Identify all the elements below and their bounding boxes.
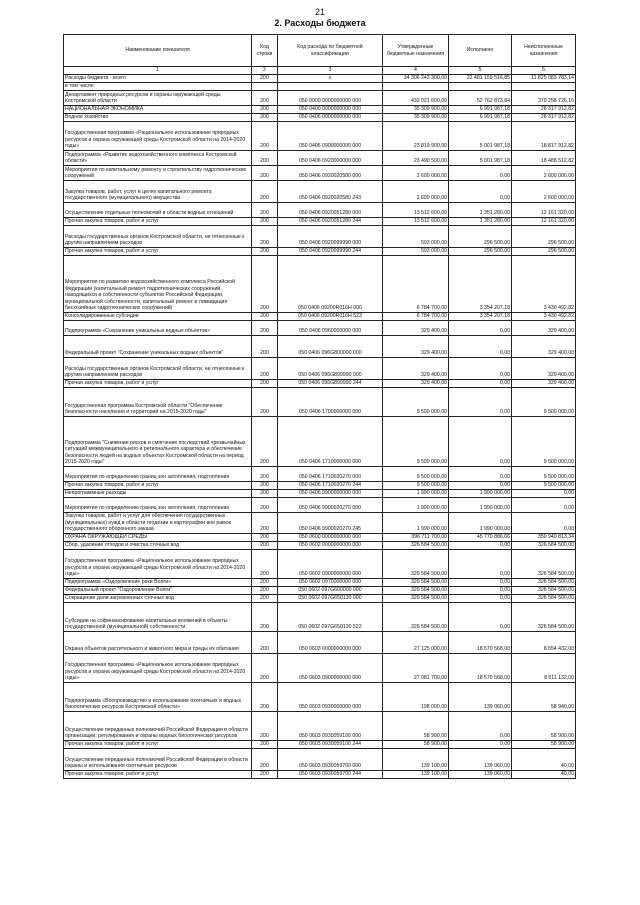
row-approved: 198 000,00	[383, 682, 449, 711]
row-executed: 22 481 159 516,85	[449, 75, 512, 83]
row-line-code: 200	[252, 602, 278, 631]
row-unexecuted: 3 430 492,82	[512, 256, 576, 313]
row-unexecuted: 326 584 500,00	[512, 541, 576, 549]
row-approved: 329 400,00	[383, 358, 449, 380]
table-row	[64, 549, 576, 578]
budget-expenses-table	[63, 34, 576, 779]
row-line-code	[252, 83, 278, 91]
row-name: Государственная программа «Рациональное использование природных ресурсов и охрана окружающей среды Костромской области на 2014-2020 годы»	[64, 549, 252, 578]
table-row	[64, 248, 576, 256]
row-approved: 9 500 000,00	[383, 417, 449, 467]
row-line-code: 200	[252, 594, 278, 602]
row-unexecuted: 12 161 320,00	[512, 218, 576, 226]
table-row	[64, 83, 576, 91]
row-executed: 0,00	[449, 181, 512, 203]
row-unexecuted: 326 584 500,00	[512, 586, 576, 594]
row-budget-code: 050 0602 0000000000 000	[278, 541, 383, 549]
row-line-code: 200	[252, 321, 278, 336]
row-budget-code: 050 0406 0900000000 000	[278, 122, 383, 151]
row-unexecuted: 296 500,00	[512, 248, 576, 256]
row-executed: 0,00	[449, 602, 512, 631]
row-name: Водное хозяйство	[64, 114, 252, 122]
row-line-code: 200	[252, 203, 278, 218]
row-line-code: 200	[252, 151, 278, 166]
row-name: Подпрограмма "Снижение рисков и смягчение последствий чрезвычайных ситуаций межмуниципального и регионального характера и обеспечение безопасности людей на водных объектах Костромской области на период 2015-2020 годы"	[64, 417, 252, 467]
row-unexecuted: 58 900,00	[512, 740, 576, 748]
row-budget-code: 050 0000 0000000000 000	[278, 91, 383, 106]
row-budget-code: 050 0406 0920020580 000	[278, 166, 383, 181]
table-row	[64, 602, 576, 631]
row-line-code: 200	[252, 122, 278, 151]
row-unexecuted: 326 584 500,00	[512, 549, 576, 578]
row-executed: 6 991 987,18	[449, 106, 512, 114]
column-header: Утвержденные бюджетные назначения	[383, 35, 449, 67]
row-approved: 432 021 600,00	[383, 91, 449, 106]
row-unexecuted: 0,00	[512, 513, 576, 534]
row-line-code: 200	[252, 541, 278, 549]
row-unexecuted: 0,00	[512, 498, 576, 513]
row-line-code: 200	[252, 748, 278, 770]
row-unexecuted: 379 258 726,16	[512, 91, 576, 106]
row-name: Мероприятия по определению границ зон затопления, подтопления	[64, 498, 252, 513]
row-name: Осуществление переданных полномочий Российской Федерации в области охраны и использования охотничьих ресурсов	[64, 748, 252, 770]
row-name: Расходы государственных органов Костромской области, не отнесенные к другим направлениям расходов	[64, 226, 252, 248]
row-line-code: 200	[252, 91, 278, 106]
row-name: Расходы государственных органов Костромской области, не отнесенные к другим направлениям расходов	[64, 358, 252, 380]
section-title: 2. Расходы бюджета	[274, 18, 366, 28]
table-row	[64, 740, 576, 748]
row-approved: 329 400,00	[383, 321, 449, 336]
row-executed: 45 770 886,66	[449, 533, 512, 541]
table-row	[64, 417, 576, 467]
row-budget-code: 050 0603 0930059700 244	[278, 770, 383, 778]
table-row	[64, 91, 576, 106]
table-row	[64, 513, 576, 534]
table-row	[64, 631, 576, 653]
table-row	[64, 218, 576, 226]
row-line-code: 200	[252, 578, 278, 586]
row-name: Прочая закупка товаров, работ и услуг	[64, 380, 252, 388]
row-line-code: 200	[252, 467, 278, 482]
table-header-row	[64, 35, 576, 67]
row-unexecuted: 3 430 492,82	[512, 313, 576, 321]
row-executed: 0,00	[449, 388, 512, 417]
row-budget-code: 050 0406 1710020270 000	[278, 467, 383, 482]
row-line-code: 200	[252, 740, 278, 748]
row-approved: 396 711 700,00	[383, 533, 449, 541]
table-row	[64, 181, 576, 203]
row-approved: 23 819 900,00	[383, 122, 449, 151]
row-unexecuted: 326 584 500,00	[512, 594, 576, 602]
column-header: Наименование показателя	[64, 35, 252, 67]
table-row	[64, 388, 576, 417]
table-row	[64, 336, 576, 358]
row-approved: 326 584 500,00	[383, 594, 449, 602]
column-header: Код строки	[252, 35, 278, 67]
table-row	[64, 498, 576, 513]
row-line-code: 200	[252, 181, 278, 203]
row-name: Федеральный проект "Оздоровление Волги"	[64, 586, 252, 594]
row-budget-code: 050 0406 096G899990 000	[278, 358, 383, 380]
row-unexecuted: 28 317 912,82	[512, 106, 576, 114]
row-name: в том числе:	[64, 83, 252, 91]
row-budget-code: 050 0406 0960000000 000	[278, 321, 383, 336]
row-line-code: 200	[252, 653, 278, 682]
row-budget-code: 050 0406 0920000000 000	[278, 151, 383, 166]
row-line-code: 200	[252, 533, 278, 541]
row-executed: 5 001 987,18	[449, 151, 512, 166]
row-executed: 1 351 280,00	[449, 218, 512, 226]
row-approved: 6 784 700,00	[383, 256, 449, 313]
row-approved: 13 512 600,00	[383, 203, 449, 218]
row-executed: 0,00	[449, 549, 512, 578]
row-approved: 27 125 000,00	[383, 631, 449, 653]
row-unexecuted: 9 500 000,00	[512, 467, 576, 482]
row-approved: 2 600 000,00	[383, 181, 449, 203]
table-row	[64, 358, 576, 380]
row-unexecuted: 58 940,00	[512, 682, 576, 711]
row-approved: 1 990 000,00	[383, 490, 449, 498]
row-executed: 6 991 987,18	[449, 114, 512, 122]
row-approved: 35 309 900,00	[383, 106, 449, 114]
row-unexecuted: 296 500,00	[512, 226, 576, 248]
row-approved: 27 081 700,00	[383, 653, 449, 682]
row-budget-code: 050 0406 0920099990 000	[278, 226, 383, 248]
row-unexecuted: 40,00	[512, 748, 576, 770]
row-unexecuted: 9 500 000,00	[512, 417, 576, 467]
row-budget-code: 050 0603 0930059100 000	[278, 711, 383, 740]
row-budget-code: 050 0406 0920020580 243	[278, 181, 383, 203]
row-line-code: 200	[252, 106, 278, 114]
row-line-code: 200	[252, 498, 278, 513]
column-number: 1	[64, 67, 252, 75]
table-body	[64, 75, 576, 779]
row-line-code: 200	[252, 417, 278, 467]
row-name: Прочая закупка товаров, работ и услуг	[64, 770, 252, 778]
row-line-code: 200	[252, 388, 278, 417]
row-unexecuted: 329 400,00	[512, 336, 576, 358]
column-number: 6	[512, 67, 576, 75]
row-line-code: 200	[252, 490, 278, 498]
row-name: Подпрограмма «Развитие водохозяйственного комплекса Костромской области»	[64, 151, 252, 166]
row-budget-code: 050 0406 096G800000 000	[278, 336, 383, 358]
row-executed: 0,00	[449, 578, 512, 586]
row-name: Подпрограмма «Оздоровление реки Волги»	[64, 578, 252, 586]
row-budget-code: 050 0400 0000000000 000	[278, 106, 383, 114]
row-unexecuted: 18 817 912,82	[512, 122, 576, 151]
row-name: ОХРАНА ОКРУЖАЮЩЕЙ СРЕДЫ	[64, 533, 252, 541]
row-approved: 58 900,00	[383, 740, 449, 748]
table-row	[64, 748, 576, 770]
row-executed: 0,00	[449, 358, 512, 380]
row-unexecuted: 0,00	[512, 490, 576, 498]
row-name: Прочая закупка товаров, работ и услуг	[64, 218, 252, 226]
row-unexecuted: 329 400,00	[512, 358, 576, 380]
row-unexecuted: 2 600 000,00	[512, 166, 576, 181]
row-executed: 0,00	[449, 321, 512, 336]
row-budget-code: 050 0406 0000000000 000	[278, 114, 383, 122]
row-budget-code: 050 0406 1710020270 244	[278, 482, 383, 490]
row-budget-code: 050 0602 097G650130 000	[278, 594, 383, 602]
row-budget-code: 050 0602 0970000000 000	[278, 578, 383, 586]
row-approved: 326 584 500,00	[383, 549, 449, 578]
table-row	[64, 166, 576, 181]
row-approved: 139 100,00	[383, 748, 449, 770]
row-name: Консолидированные субсидии	[64, 313, 252, 321]
row-executed: 52 762 873,84	[449, 91, 512, 106]
row-line-code: 200	[252, 75, 278, 83]
row-line-code: 200	[252, 226, 278, 248]
row-approved: 9 500 000,00	[383, 467, 449, 482]
row-line-code: 200	[252, 313, 278, 321]
row-executed: 139 060,00	[449, 682, 512, 711]
row-approved	[383, 83, 449, 91]
row-budget-code: 050 0406 9900000000 000	[278, 490, 383, 498]
row-unexecuted: 2 600 000,00	[512, 181, 576, 203]
row-executed: 139 060,00	[449, 748, 512, 770]
column-header: Исполнено	[449, 35, 512, 67]
table-row	[64, 114, 576, 122]
table-row	[64, 711, 576, 740]
row-approved: 593 000,00	[383, 248, 449, 256]
row-unexecuted: 28 317 912,82	[512, 114, 576, 122]
row-budget-code: 050 0603 0930000000 000	[278, 682, 383, 711]
row-name: Мероприятия по капитальному ремонту и строительству гидротехнических сооружений	[64, 166, 252, 181]
table-row	[64, 75, 576, 83]
row-line-code: 200	[252, 358, 278, 380]
row-name: Субсидии на софинансирование капитальных вложений в объекты государственной (муниципальной) собственности	[64, 602, 252, 631]
row-unexecuted: 329 400,00	[512, 321, 576, 336]
row-name: Государственная программа Костромской области "Обеспечение безопасности населения и территорий на 2015-2020 годы"	[64, 388, 252, 417]
row-unexecuted: 350 940 813,34	[512, 533, 576, 541]
table-row	[64, 578, 576, 586]
row-approved: 1 990 000,00	[383, 498, 449, 513]
table-row	[64, 380, 576, 388]
row-executed: 3 354 207,18	[449, 313, 512, 321]
row-name: Мероприятия по развитию водохозяйственного комплекса Российской Федерации (капитальный ремонт гидротехнических сооружений, находящихся в собственности субъектов Российской Федерации, муниципальной собственности, капитальный ремонт и ликвидация бесхозяйных гидротехнических сооружений)	[64, 256, 252, 313]
row-approved: 1 990 000,00	[383, 513, 449, 534]
row-name: Департамент природных ресурсов и охраны окружающей среды Костромской области	[64, 91, 252, 106]
row-line-code: 200	[252, 114, 278, 122]
row-unexecuted: 9 500 000,00	[512, 388, 576, 417]
row-approved: 329 400,00	[383, 380, 449, 388]
row-executed: 1 990 000,00	[449, 513, 512, 534]
row-name: Прочая закупка товаров, работ и услуг	[64, 740, 252, 748]
table-row	[64, 122, 576, 151]
row-executed: 18 570 568,00	[449, 631, 512, 653]
row-unexecuted: 18 488 512,82	[512, 151, 576, 166]
row-budget-code: 050 0406 9900020270 000	[278, 498, 383, 513]
table-row	[64, 226, 576, 248]
table-row	[64, 770, 576, 778]
row-line-code: 200	[252, 711, 278, 740]
table-row	[64, 203, 576, 218]
row-budget-code: 050 0406 1700000000 000	[278, 388, 383, 417]
row-executed: 18 570 568,00	[449, 653, 512, 682]
row-budget-code: 050 0406 1710000000 000	[278, 417, 383, 467]
row-approved: 6 784 700,00	[383, 313, 449, 321]
page-number: 21	[314, 7, 325, 17]
row-budget-code: 050 0603 0930059100 244	[278, 740, 383, 748]
row-line-code: 200	[252, 631, 278, 653]
row-executed: 0,00	[449, 467, 512, 482]
row-approved: 326 584 500,00	[383, 578, 449, 586]
row-approved: 35 309 900,00	[383, 114, 449, 122]
row-line-code: 200	[252, 218, 278, 226]
row-budget-code: 050 0406 09200R016H 523	[278, 313, 383, 321]
row-approved: 326 584 500,00	[383, 602, 449, 631]
row-budget-code: 050 0406 096G899990 244	[278, 380, 383, 388]
row-executed: 0,00	[449, 594, 512, 602]
row-unexecuted: 58 900,00	[512, 711, 576, 740]
row-approved: 139 100,00	[383, 770, 449, 778]
row-approved: 593 000,00	[383, 226, 449, 248]
row-line-code: 200	[252, 256, 278, 313]
row-name: Сбор, удаление отходов и очистка сточных вод	[64, 541, 252, 549]
column-number-row	[64, 67, 576, 75]
column-number: 3	[278, 67, 383, 75]
row-approved: 13 512 600,00	[383, 218, 449, 226]
row-executed: 296 500,00	[449, 248, 512, 256]
column-header: Неисполненные назначения	[512, 35, 576, 67]
table-row	[64, 682, 576, 711]
table-row	[64, 321, 576, 336]
row-executed: 0,00	[449, 482, 512, 490]
row-budget-code: 050 0406 0920051280 244	[278, 218, 383, 226]
row-approved: 58 900,00	[383, 711, 449, 740]
row-name: Непрограммные расходы	[64, 490, 252, 498]
row-executed: 0,00	[449, 166, 512, 181]
table-row	[64, 151, 576, 166]
row-name: Федеральный проект "Сохранение уникальных водных объектов"	[64, 336, 252, 358]
row-budget-code: 050 0603 0000000000 000	[278, 631, 383, 653]
row-approved: 329 400,00	[383, 336, 449, 358]
row-name: Подпрограмма «Воспроизводство и использование охотничьих и водных биологических ресурсов Костромской области»	[64, 682, 252, 711]
row-name: Сокращение доли загрязненных сточных вод	[64, 594, 252, 602]
row-name: Прочая закупка товаров, работ и услуг	[64, 482, 252, 490]
row-name: Мероприятия по определению границ зон затопления, подтопления	[64, 467, 252, 482]
row-executed: 1 351 280,00	[449, 203, 512, 218]
row-budget-code: 050 0406 0920051280 000	[278, 203, 383, 218]
row-approved: 326 584 500,00	[383, 586, 449, 594]
table-row	[64, 533, 576, 541]
table-row	[64, 586, 576, 594]
row-executed: 0,00	[449, 740, 512, 748]
table-row	[64, 541, 576, 549]
row-line-code: 200	[252, 586, 278, 594]
row-approved: 23 490 500,00	[383, 151, 449, 166]
row-executed: 3 354 207,18	[449, 256, 512, 313]
column-number: 2	[252, 67, 278, 75]
row-unexecuted: 40,00	[512, 770, 576, 778]
column-header: Код расхода по бюджетной классификации	[278, 35, 383, 67]
row-budget-code: 050 0406 9900020270 245	[278, 513, 383, 534]
row-unexecuted: 8 511 132,00	[512, 653, 576, 682]
row-line-code: 200	[252, 336, 278, 358]
row-unexecuted	[512, 83, 576, 91]
row-unexecuted: 8 554 432,00	[512, 631, 576, 653]
row-unexecuted: 329 400,00	[512, 380, 576, 388]
row-budget-code: 050 0602 097G600000 000	[278, 586, 383, 594]
row-budget-code: 050 0600 0000000000 000	[278, 533, 383, 541]
row-line-code: 200	[252, 380, 278, 388]
row-budget-code: 050 0406 0920099990 244	[278, 248, 383, 256]
row-line-code: 200	[252, 513, 278, 534]
row-budget-code	[278, 83, 383, 91]
row-approved: 34 306 243 300,00	[383, 75, 449, 83]
row-executed: 0,00	[449, 586, 512, 594]
row-name: Закупка товаров, работ, услуг в целях капитального ремонта государственного (муниципального) имущества	[64, 181, 252, 203]
column-number: 5	[449, 67, 512, 75]
row-line-code: 200	[252, 248, 278, 256]
row-unexecuted: 9 500 000,00	[512, 482, 576, 490]
table-row	[64, 594, 576, 602]
row-name: Охрана объектов растительного и животного мира и среды их обитания	[64, 631, 252, 653]
row-executed: 5 001 987,18	[449, 122, 512, 151]
row-name: Государственная программа «Рациональное использование природных ресурсов и охрана окружающей среды Костромской области на 2014-2020 годы»	[64, 122, 252, 151]
row-budget-code: 050 0603 0930059700 000	[278, 748, 383, 770]
table-row	[64, 467, 576, 482]
row-unexecuted: 326 584 500,00	[512, 578, 576, 586]
row-name: Подпрограмма «Сохранение уникальных водных объектов»	[64, 321, 252, 336]
row-name: Осуществление переданных полномочий Российской Федерации в области организации, регулирования и охраны водных биологических ресурсов	[64, 711, 252, 740]
row-name: Государственная программа «Рациональное использование природных ресурсов и охрана окружающей среды Костромской области на 2014-2020 годы»	[64, 653, 252, 682]
row-executed: 296 500,00	[449, 226, 512, 248]
row-executed: 0,00	[449, 417, 512, 467]
row-unexecuted: 12 161 320,00	[512, 203, 576, 218]
row-name: Расходы бюджета - всего	[64, 75, 252, 83]
row-budget-code: 050 0406 09200R016H 000	[278, 256, 383, 313]
row-executed: 0,00	[449, 380, 512, 388]
row-executed: 1 990 000,00	[449, 498, 512, 513]
row-budget-code: 050 0602 097G650130 522	[278, 602, 383, 631]
row-approved: 326 584 500,00	[383, 541, 449, 549]
row-line-code: 200	[252, 482, 278, 490]
row-line-code: 200	[252, 549, 278, 578]
row-executed: 0,00	[449, 336, 512, 358]
row-executed: 1 990 000,00	[449, 490, 512, 498]
table-row	[64, 653, 576, 682]
row-line-code: 200	[252, 770, 278, 778]
table-row	[64, 256, 576, 313]
table-row	[64, 313, 576, 321]
row-name: Осуществление отдельных полномочий в области водных отношений	[64, 203, 252, 218]
table-row	[64, 106, 576, 114]
table-row	[64, 490, 576, 498]
row-name: Прочая закупка товаров, работ и услуг	[64, 248, 252, 256]
row-executed	[449, 83, 512, 91]
row-name: Закупка товаров, работ и услуг для обеспечения государственных (муниципальных) нужд в области геодезии и картографии вне рамок государственного оборонного заказа	[64, 513, 252, 534]
column-number: 4	[383, 67, 449, 75]
row-approved: 2 600 000,00	[383, 166, 449, 181]
row-line-code: 200	[252, 166, 278, 181]
row-unexecuted: 326 584 500,00	[512, 602, 576, 631]
row-approved: 9 500 000,00	[383, 388, 449, 417]
row-budget-code: 050 0603 0900000000 000	[278, 653, 383, 682]
row-executed: 0,00	[449, 711, 512, 740]
table-row	[64, 482, 576, 490]
row-line-code: 200	[252, 682, 278, 711]
row-unexecuted: 11 825 083 783,14	[512, 75, 576, 83]
row-budget-code: 050 0602 0900000000 000	[278, 549, 383, 578]
row-executed: 0,00	[449, 541, 512, 549]
row-name: НАЦИОНАЛЬНАЯ ЭКОНОМИКА	[64, 106, 252, 114]
row-approved: 9 500 000,00	[383, 482, 449, 490]
row-executed: 139 060,00	[449, 770, 512, 778]
row-budget-code: x	[278, 75, 383, 83]
